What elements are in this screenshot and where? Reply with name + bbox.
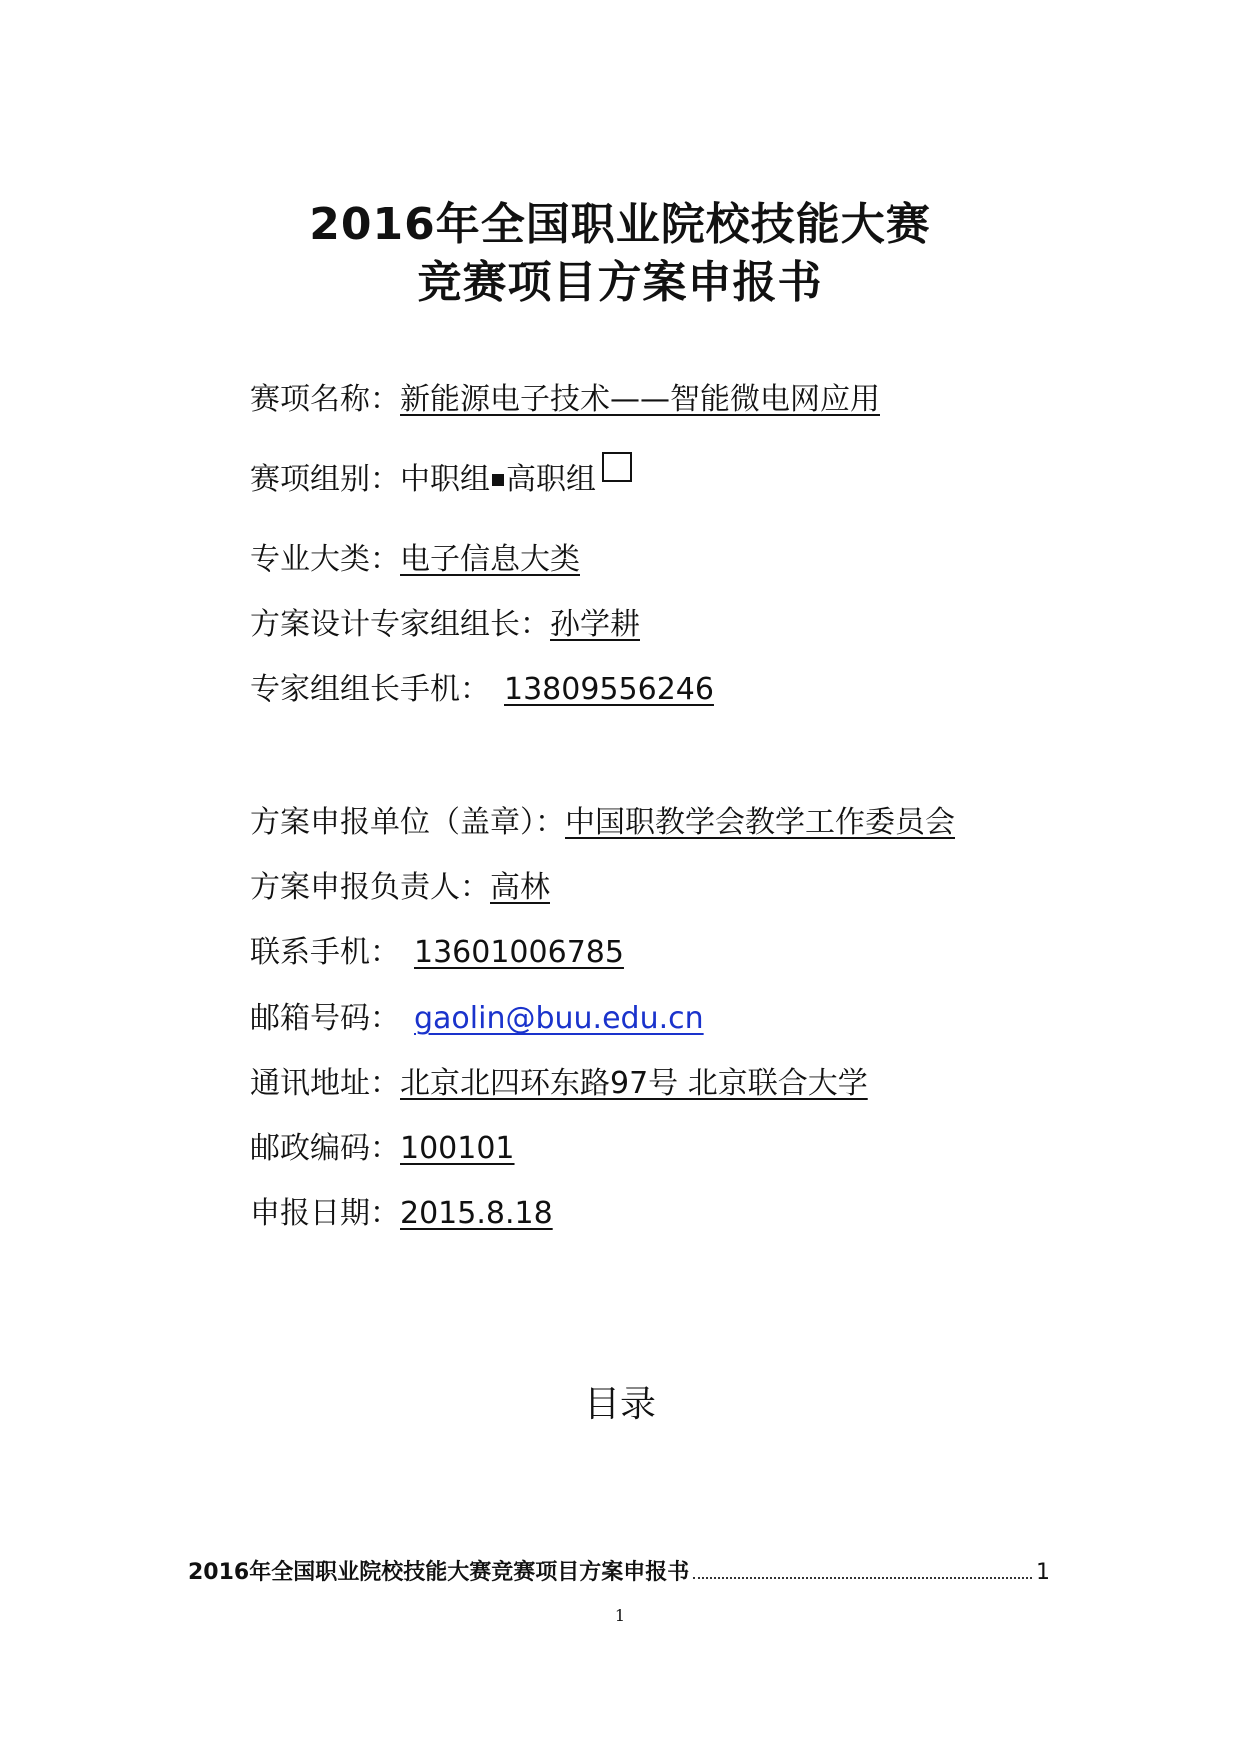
field-value: 电子信息大类 (400, 542, 580, 577)
field-applicant-unit (250, 803, 955, 843)
toc-entry-text: 2016年全国职业院校技能大赛竞赛项目方案申报书 (188, 1560, 690, 1585)
field-value: 孙学耕 (550, 607, 640, 642)
group-option-higher: 高职组 (506, 462, 596, 497)
field-email (250, 999, 704, 1039)
title-line-1: 2016年全国职业院校技能大赛 (309, 199, 931, 250)
field-postcode (250, 1129, 515, 1169)
field-leader-phone (250, 670, 714, 710)
field-date (250, 1194, 553, 1234)
field-value: 2015.8.18 (400, 1196, 553, 1231)
page-number: 1 (614, 1606, 626, 1625)
field-event-name (250, 380, 880, 420)
email-link[interactable]: gaolin@buu.edu.cn (414, 1001, 704, 1036)
checkbox-checked-icon (492, 474, 504, 486)
field-applicant-person (250, 868, 550, 908)
toc-heading: 目录 (583, 1384, 656, 1425)
field-label: 邮政编码： (250, 1131, 400, 1166)
field-value: 高林 (490, 870, 550, 905)
field-group (250, 460, 632, 500)
field-value: 13601006785 (414, 935, 624, 970)
field-major-category (250, 540, 580, 580)
field-label: 专业大类： (250, 542, 400, 577)
field-label: 联系手机： (250, 935, 400, 970)
field-label: 邮箱号码： (250, 1001, 400, 1036)
field-label: 方案申报负责人： (250, 870, 490, 905)
field-address (250, 1064, 868, 1104)
field-label: 通讯地址： (250, 1066, 400, 1101)
field-label: 方案设计专家组组长： (250, 607, 550, 642)
title-line-2: 竞赛项目方案申报书 (417, 257, 823, 308)
field-label: 赛项组别： (250, 462, 400, 497)
field-value: 新能源电子技术——智能微电网应用 (400, 382, 880, 417)
toc-entry[interactable] (188, 1558, 1050, 1588)
checkbox-empty-icon (602, 452, 632, 482)
field-value: 100101 (400, 1131, 515, 1166)
toc-entry-page: 1 (1036, 1560, 1050, 1585)
field-expert-leader (250, 605, 640, 645)
field-value: 中国职教学会教学工作委员会 (565, 805, 955, 840)
field-label: 专家组组长手机： (250, 672, 490, 707)
document-title (0, 196, 1240, 312)
field-value: 北京北四环东路97号 北京联合大学 (400, 1066, 868, 1101)
field-label: 赛项名称： (250, 382, 400, 417)
field-value: 13809556246 (504, 672, 714, 707)
group-option-secondary: 中职组 (400, 462, 490, 497)
field-contact-phone (250, 933, 624, 973)
field-label: 方案申报单位（盖章）： (250, 805, 565, 840)
toc-leader-dots (693, 1576, 1032, 1579)
field-label: 申报日期： (250, 1196, 400, 1231)
